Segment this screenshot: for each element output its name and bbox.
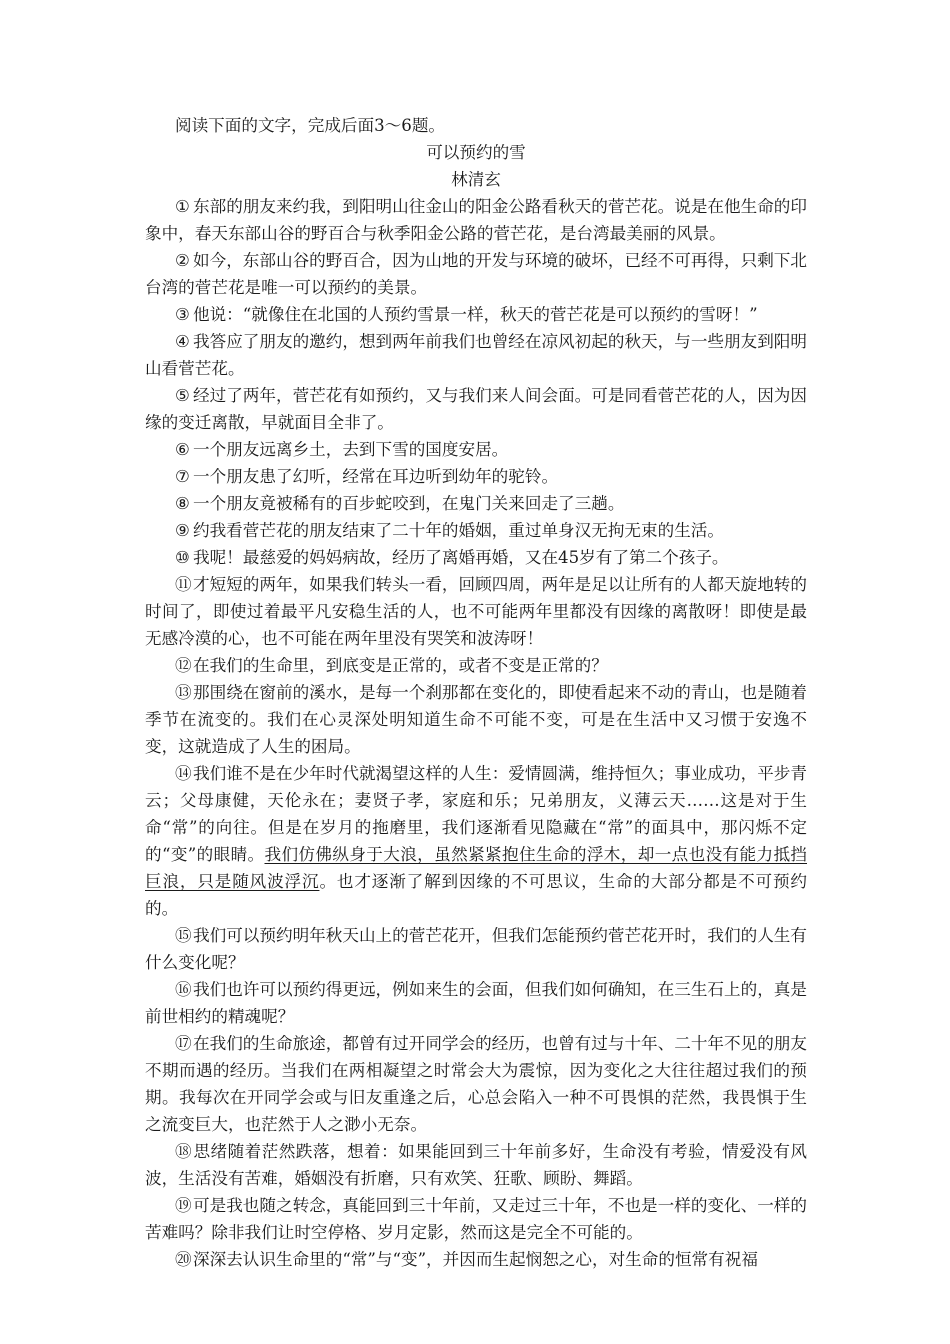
- article-paragraph: [145, 976, 807, 1030]
- paragraph-text: 东部的朋友来约我，到阳明山往金山的阳金公路看秋天的菅芒花。说是在他生命的印象中，春天东部山谷的野百合与秋季阳金公路的菅芒花，是台湾最美丽的风景。: [145, 197, 807, 243]
- paragraph-text: 思绪随着茫然跌落，想着：如果能回到三十年前多好，生命没有考验，情爱没有风波，生活没有苦难，婚姻没有折磨，只有欢笑、狂歌、顾盼、舞蹈。: [145, 1142, 807, 1188]
- paragraph-number: ⑰: [175, 1034, 192, 1053]
- paragraph-number: ⑳: [175, 1250, 192, 1269]
- paragraph-text: 深深去认识生命里的“常”与“变”，并因而生起悯恕之心，对生命的恒常有祝福: [193, 1250, 758, 1269]
- document-page: [145, 112, 807, 1273]
- paragraph-text: 我们也许可以预约得更远，例如来生的会面，但我们如何确知，在三生石上的，真是前世相约的精魂呢？: [145, 980, 807, 1026]
- article-paragraph: [145, 247, 807, 301]
- underlined-sentence: 我们仿佛纵身于大浪，虽然紧紧抱住生命的浮木，却一点也没有能力抵挡巨浪，只是随风波浮沉: [145, 845, 807, 891]
- paragraph-text: 一个朋友远离乡土，去到下雪的国度安居。: [193, 440, 509, 459]
- article-paragraph: [145, 517, 807, 544]
- paragraph-text-continued: 。也才逐渐了解到因缘的不可思议，生命的大部分都是不可预约的。: [145, 872, 808, 918]
- article-paragraph: [145, 1192, 807, 1246]
- paragraph-text: 我呢！最慈爱的妈妈病故，经历了离婚再婚，又在45岁有了第二个孩子。: [193, 548, 729, 567]
- paragraph-number: ⑪: [175, 575, 192, 594]
- article-paragraph: [145, 1246, 807, 1273]
- paragraph-text: 如今，东部山谷的野百合，因为山地的开发与环境的破坏，已经不可再得，只剩下北台湾的菅芒花是唯一可以预约的美景。: [145, 251, 807, 297]
- paragraph-text: 我们谁不是在少年时代就渴望这样的人生：爱情圆满，维持恒久；事业成功，平步青云；父母康健，天伦永在；妻贤子孝，家庭和乐；兄弟朋友，义薄云天……这是对于生命“常”的向往。但是在岁月的拖磨里，我们逐渐看见隐藏在“常”的面具中，那闪烁不定的“变”的眼睛。: [145, 764, 807, 864]
- paragraph-number: ⑬: [175, 683, 192, 702]
- paragraph-number: ⑤: [175, 386, 190, 405]
- article-paragraph: [145, 328, 807, 382]
- paragraph-number: ⑩: [175, 548, 190, 567]
- paragraph-text: 约我看菅芒花的朋友结束了二十年的婚姻，重过单身汉无拘无束的生活。: [193, 521, 724, 540]
- paragraph-text: 我们可以预约明年秋天山上的菅芒花开，但我们怎能预约菅芒花开时，我们的人生有什么变化呢？: [145, 926, 807, 972]
- paragraph-text: 他说：“就像住在北国的人预约雪景一样，秋天的菅芒花是可以预约的雪呀！”: [193, 305, 758, 324]
- article-body: [145, 193, 807, 1273]
- article-paragraph: [145, 382, 807, 436]
- paragraph-number: ⑯: [175, 980, 192, 999]
- article-paragraph: [145, 679, 807, 760]
- article-paragraph: [145, 760, 807, 922]
- paragraph-number: ⑭: [175, 764, 192, 783]
- article-paragraph: [145, 436, 807, 463]
- article-paragraph: [145, 652, 807, 679]
- article-paragraph: [145, 463, 807, 490]
- paragraph-text: 一个朋友患了幻听，经常在耳边听到幼年的驼铃。: [193, 467, 559, 486]
- paragraph-text: 在我们的生命旅途，都曾有过开同学会的经历，也曾有过与十年、二十年不见的朋友不期而遇的经历。当我们在两相凝望之时常会大为震惊，因为变化之大往往超过我们的预期。我每次在开同学会或与旧友重逢之后，心总会陷入一种不可畏惧的茫然，我畏惧于生之流变巨大，也茫然于人之渺小无奈。: [145, 1034, 807, 1134]
- paragraph-number: ⑱: [175, 1142, 192, 1161]
- article-paragraph: [145, 1138, 807, 1192]
- paragraph-text: 一个朋友竟被稀有的百步蛇咬到，在鬼门关来回走了三趟。: [193, 494, 625, 513]
- instruction-text: 阅读下面的文字，完成后面3～6题。: [175, 116, 446, 135]
- article-paragraph: [145, 301, 807, 328]
- paragraph-number: ②: [175, 251, 190, 270]
- paragraph-text: 那围绕在窗前的溪水，是每一个刹那都在变化的，即使看起来不动的青山，也是随着季节在流变的。我们在心灵深处明知道生命不可能不变，可是在生活中又习惯于安逸不变，这就造成了人生的困局。: [145, 683, 807, 756]
- paragraph-text: 才短短的两年，如果我们转头一看，回顾四周，两年是足以让所有的人都天旋地转的时间了，即使过着最平凡安稳生活的人，也不可能两年里都没有因缘的离散呀！即使是最无感冷漠的心，也不可能在两年里没有哭笑和波涛呀！: [145, 575, 807, 648]
- paragraph-number: ⑦: [175, 467, 190, 486]
- paragraph-number: ⑮: [175, 926, 192, 945]
- paragraph-text: 经过了两年，菅芒花有如预约，又与我们来人间会面。可是同看菅芒花的人，因为因缘的变迁离散，早就面目全非了。: [145, 386, 807, 432]
- article-paragraph: [145, 193, 807, 247]
- paragraph-number: ⑫: [175, 656, 192, 675]
- paragraph-number: ⑲: [175, 1196, 192, 1215]
- paragraph-number: ⑨: [175, 521, 190, 540]
- article-paragraph: [145, 490, 807, 517]
- article-title: 可以预约的雪: [426, 143, 526, 162]
- article-paragraph: [145, 1030, 807, 1138]
- article-paragraph: [145, 571, 807, 652]
- article-paragraph: [145, 544, 807, 571]
- paragraph-number: ③: [175, 305, 190, 324]
- article-paragraph: [145, 922, 807, 976]
- paragraph-number: ④: [175, 332, 190, 351]
- paragraph-text: 可是我也随之转念，真能回到三十年前，又走过三十年，不也是一样的变化、一样的苦难吗？除非我们让时空停格、岁月定影，然而这是完全不可能的。: [145, 1196, 807, 1242]
- paragraph-number: ⑧: [175, 494, 190, 513]
- paragraph-number: ⑥: [175, 440, 190, 459]
- paragraph-text: 在我们的生命里，到底变是正常的，或者不变是正常的？: [193, 656, 608, 675]
- paragraph-text: 我答应了朋友的邀约，想到两年前我们也曾经在凉风初起的秋天，与一些朋友到阳明山看菅芒花。: [145, 332, 807, 378]
- paragraph-number: ①: [175, 197, 190, 216]
- article-author: 林清玄: [451, 170, 501, 189]
